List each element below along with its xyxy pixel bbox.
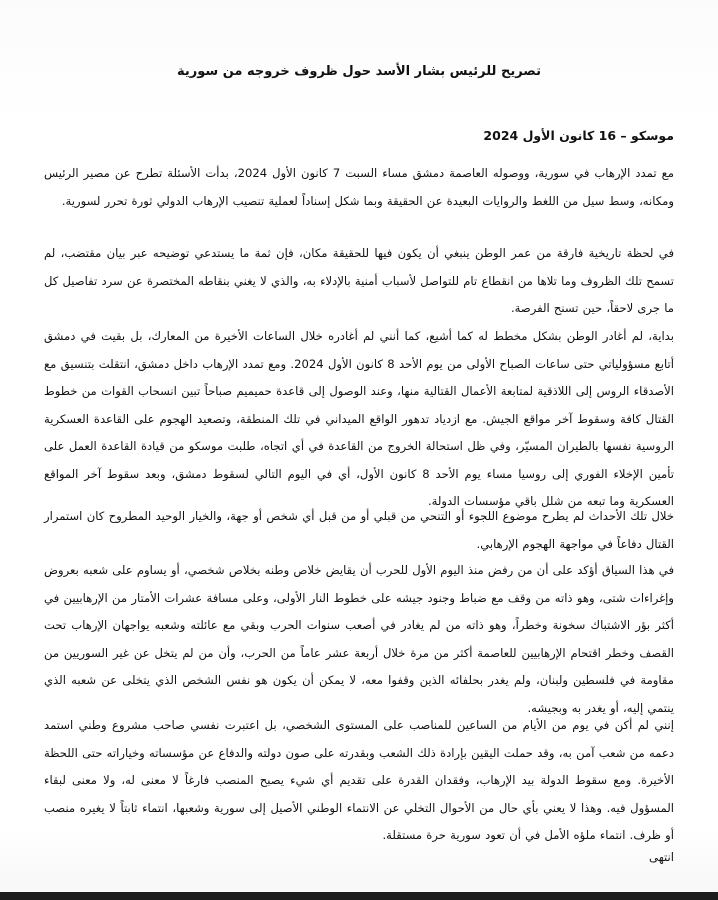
paragraph-2: في لحظة تاريخية فارقة من عمر الوطن ينبغي أن يكون فيها للحقيقة مكان، فإن ثمة ما يستدعي توضيحه عبر بيان مقتضب، لم تسمح تلك الظروف وما تلاها من انقطاع تام للتواصل لأسباب أمنية بالإدلاء به، والذي لا يغني بنقاطه المختصرة عن سرد تفاصيل كل ما جرى لاحقاً، حين تسنح الفرصة. — [44, 246, 674, 315]
paragraph-1: مع تمدد الإرهاب في سورية، ووصوله العاصمة دمشق مساء السبت 7 كانون الأول 2024، بدأت الأسئلة تطرح عن مصير الرئيس ومكانه، وسط سيل من اللغط والروايات البعيدة عن الحقيقة وبما شكل إسناداً لعملية تنصيب الإرهاب الدولي ثورة تحرر لسورية. — [44, 166, 674, 208]
closing-word: انتهى — [649, 850, 674, 864]
document-title: تصريح للرئيس بشار الأسد حول ظروف خروجه من سورية — [176, 64, 541, 79]
paragraph-6: إنني لم أكن في يوم من الأيام من الساعين للمناصب على المستوى الشخصي، بل اعتبرت نفسي صاحب مشروع وطني استمد دعمه من شعب آمن به، وقد حملت اليقين بإرادة ذلك الشعب وبقدرته على صون دولته والدفاع عن مؤسساته وخياراته حتى اللحظة الأخيرة. ومع سقوط الدولة بيد الإرهاب، وفقدان القدرة على تقديم أي شيء يصبح المنصب فارغاً لا معنى له، ولا معنى لبقاء المسؤول فيه. وهذا لا يعني بأي حال من الأحوال التخلي عن الانتماء الوطني الأصيل إلى سورية وشعبها، انتماء ثابتاً لا يغيره منصب أو ظرف. انتماء ملؤه الأمل في أن تعود سورية حرة مستقلة. — [44, 718, 674, 842]
paragraph-3: بداية، لم أغادر الوطن بشكل مخطط له كما أشيع، كما أنني لم أغادره خلال الساعات الأخيرة من المعارك، بل بقيت في دمشق أتابع مسؤولياتي حتى ساعات الصباح الأولى من يوم الأحد 8 كانون الأول 2024. ومع تمدد الإرهاب داخل دمشق، انتقلت بتنسيق مع الأصدقاء الروس إلى اللاذقية لمتابعة الأعمال القتالية منها، وعند الوصول إلى قاعدة حميميم صباحاً تبين انسحاب القوات من خطوط القتال كافة وسقوط آخر مواقع الجيش. مع ازدياد تدهور الواقع الميداني في تلك المنطقة، وتصعيد الهجوم على القاعدة العسكرية الروسية نفسها بالطيران المسيّر، وفي ظل استحالة الخروج من القاعدة في أي اتجاه، طلبت موسكو من قيادة القاعدة العمل على تأمين الإخلاء الفوري إلى روسيا مساء يوم الأحد 8 كانون الأول، أي في اليوم التالي لسقوط دمشق، وبعد سقوط آخر المواقع العسكرية وما تبعه من شلل باقي مؤسسات الدولة. — [44, 329, 674, 508]
paragraph-5: في هذا السياق أؤكد على أن من رفض منذ اليوم الأول للحرب أن يقايض خلاص وطنه بخلاص شخصي، أو يساوم على شعبه بعروض وإغراءات شتى، وهو ذاته من وقف مع ضباط وجنود جيشه على خطوط النار الأولى، وعلى مسافة عشرات الأمتار من الإرهابيين في أكثر بؤر الاشتباك سخونة وخطراً، وهو ذاته من لم يغادر في أصعب سنوات الحرب وبقي مع عائلته وشعبه يواجهان الإرهاب تحت القصف وخطر اقتحام الإرهابيين للعاصمة أكثر من مرة خلال أربعة عشر عاماً من الحرب، وأن من لم يتخل عن غير السوريين من مقاومة في فلسطين ولبنان، ولم يغدر بحلفائه الذين وقفوا معه، لا يمكن أن يكون هو نفس الشخص الذي يتخلى عن شعبه الذي ينتمي إليه، أو يغدر به وبجيشه. — [44, 563, 674, 715]
bottom-edge-bar — [0, 892, 718, 900]
paragraph-4: خلال تلك الأحداث لم يطرح موضوع اللجوء أو التنحي من قبلي أو من قبل أي شخص أو جهة، والخيار الوحيد المطروح كان استمرار القتال دفاعاً في مواجهة الهجوم الإرهابي. — [44, 509, 674, 551]
dateline: موسكو – 16 كانون الأول 2024 — [483, 128, 674, 143]
